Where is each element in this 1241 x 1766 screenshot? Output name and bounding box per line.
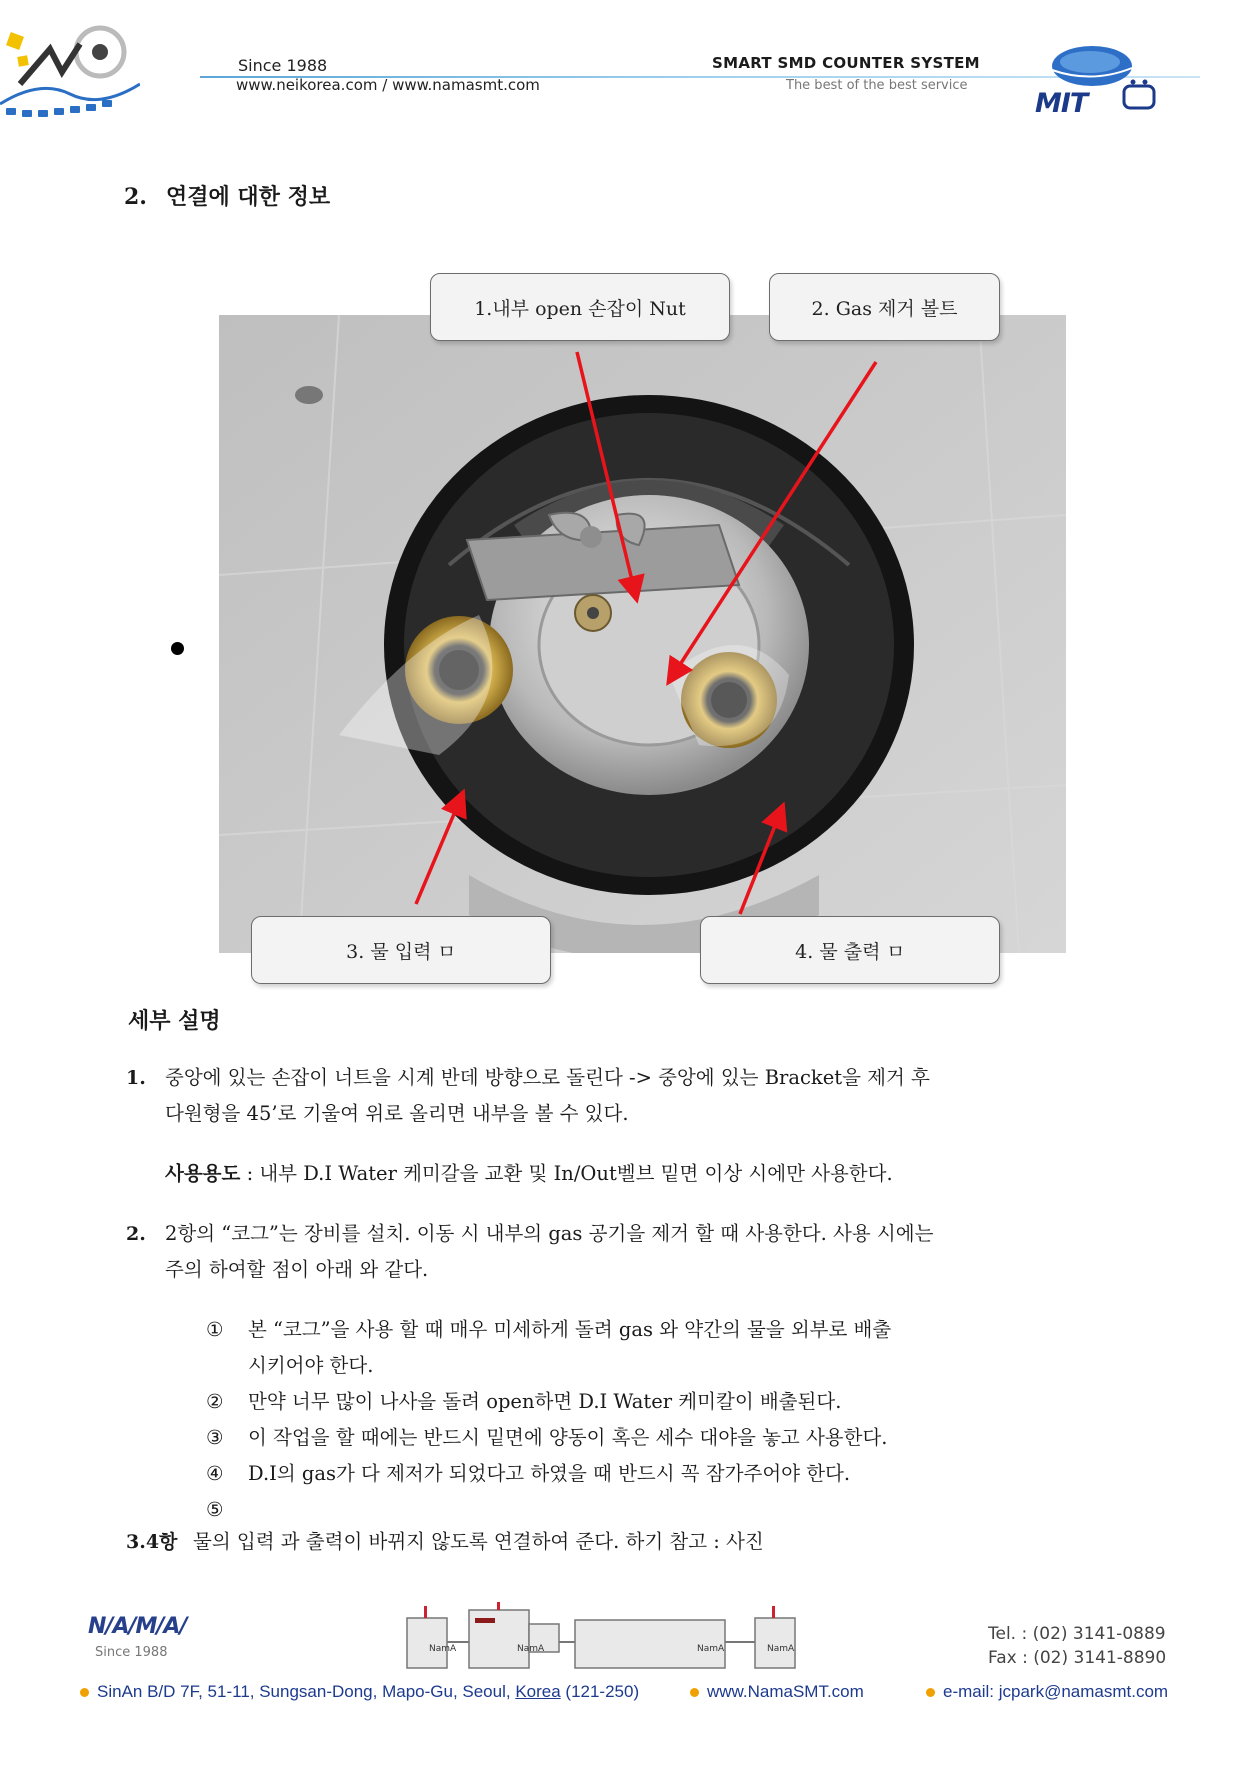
machine-label-4: NamA [767, 1644, 795, 1654]
callout-inner-nut: 1.내부 open 손잡이 Nut [430, 273, 730, 341]
subitem-4-text: D.I의 gas가 다 제저가 되었다고 하였을 때 반드시 꼭 잠가주어야 한다. [248, 1462, 851, 1485]
mit-logo-text: MIT [1035, 88, 1088, 119]
footer-website [690, 1682, 864, 1702]
usage-text: : 내부 D.I Water 케미갈을 교환 및 In/Out벨브 밑면 이상 시에만 사용한다. [246, 1162, 893, 1185]
smt-machines-illustration [405, 1600, 815, 1672]
email-link[interactable]: e-mail: jcpark@namasmt.com [943, 1682, 1169, 1701]
item2-number: 2. [126, 1223, 146, 1245]
film-reel-logo [0, 24, 140, 128]
callout-water-in: 3. 물 입력 ㅁ [251, 916, 551, 984]
footer-address [80, 1682, 639, 1702]
subitem-4-mark: ④ [206, 1462, 224, 1485]
subitem-3-mark: ③ [206, 1426, 224, 1449]
callout-water-out: 4. 물 출력 ㅁ [700, 916, 1000, 984]
address-korea-link[interactable]: Korea [515, 1682, 561, 1701]
subitem-3-text: 이 작업을 할 때에는 반드시 밑면에 양동이 혹은 세수 대야을 놓고 사용한다. [248, 1426, 888, 1449]
bullet-dot-icon [926, 1688, 935, 1697]
nama-logo: N/A/M/A/ [88, 1614, 187, 1639]
address-pre: SinAn B/D 7F, 51-11, Sungsan-Dong, Mapo-Gu, Seoul, [97, 1682, 516, 1701]
item1-number: 1. [126, 1067, 146, 1089]
subitem-1-text: 본 “코그”을 사용 할 때 매우 미세하게 돌려 gas 와 약간의 물을 외부로 배출 [248, 1318, 892, 1341]
machine-label-3: NamA [697, 1644, 725, 1654]
item2-line2: 주의 하여할 점이 아래 와 같다. [165, 1258, 429, 1281]
subitem-2-mark: ② [206, 1390, 224, 1413]
address-post: (121-250) [560, 1682, 640, 1701]
bullet-point [171, 642, 184, 655]
machine-label-2: NamA [517, 1644, 545, 1654]
bullet-dot-icon [80, 1688, 89, 1697]
header-system-title: SMART SMD COUNTER SYSTEM [712, 54, 980, 72]
subitem-5-mark: ⑤ [206, 1498, 224, 1521]
bullet-dot-icon [690, 1688, 699, 1697]
section-title [124, 180, 330, 211]
header-tagline: The best of the best service [786, 78, 968, 93]
footer-tel: Tel. : (02) 3141-0889 [988, 1624, 1166, 1644]
callout-gas-bolt: 2. Gas 제거 볼트 [769, 273, 1000, 341]
footer-email [926, 1682, 1168, 1702]
item1-line1: 중앙에 있는 손잡이 너트을 시계 반데 방향으로 돌린다 -> 중앙에 있는 Bracket을 제거 후 [165, 1066, 930, 1089]
nama-since: Since 1988 [95, 1645, 168, 1660]
header-urls: www.neikorea.com / www.namasmt.com [236, 76, 540, 94]
subitem-2-text: 만약 너무 많이 나사을 돌려 open하면 D.I Water 케미칼이 배출된다. [248, 1390, 842, 1413]
item1-line2: 다원형을 45’로 기울여 위로 올리면 내부을 볼 수 있다. [165, 1102, 629, 1125]
item1-usage [165, 1156, 893, 1192]
section-title-text: 연결에 대한 정보 [166, 184, 331, 210]
machine-label-1: NamA [429, 1644, 457, 1654]
website-link[interactable]: www.NamaSMT.com [707, 1682, 864, 1701]
details-title: 세부 설명 [128, 1008, 221, 1034]
item34-text: 물의 입력 과 출력이 바뀌지 않도록 연결하여 준다. 하기 참고 : 사진 [193, 1530, 764, 1553]
header-since: Since 1988 [238, 56, 328, 75]
footer-fax: Fax : (02) 3141-8890 [988, 1648, 1167, 1668]
smt-line-icon [405, 1600, 815, 1672]
subitem-1-cont: 시키어야 한다. [248, 1354, 374, 1377]
section-number: 2. [124, 184, 147, 210]
gas-keg-photo [219, 315, 1066, 953]
usage-label: 사용용도 [165, 1162, 241, 1185]
subitem-1-mark: ① [206, 1318, 224, 1341]
item2-line1: 2항의 “코그”는 장비를 설치. 이동 시 내부의 gas 공기을 제거 할 때 사용한다. 사용 시에는 [165, 1222, 934, 1245]
item34-label: 3.4항 [126, 1531, 178, 1553]
